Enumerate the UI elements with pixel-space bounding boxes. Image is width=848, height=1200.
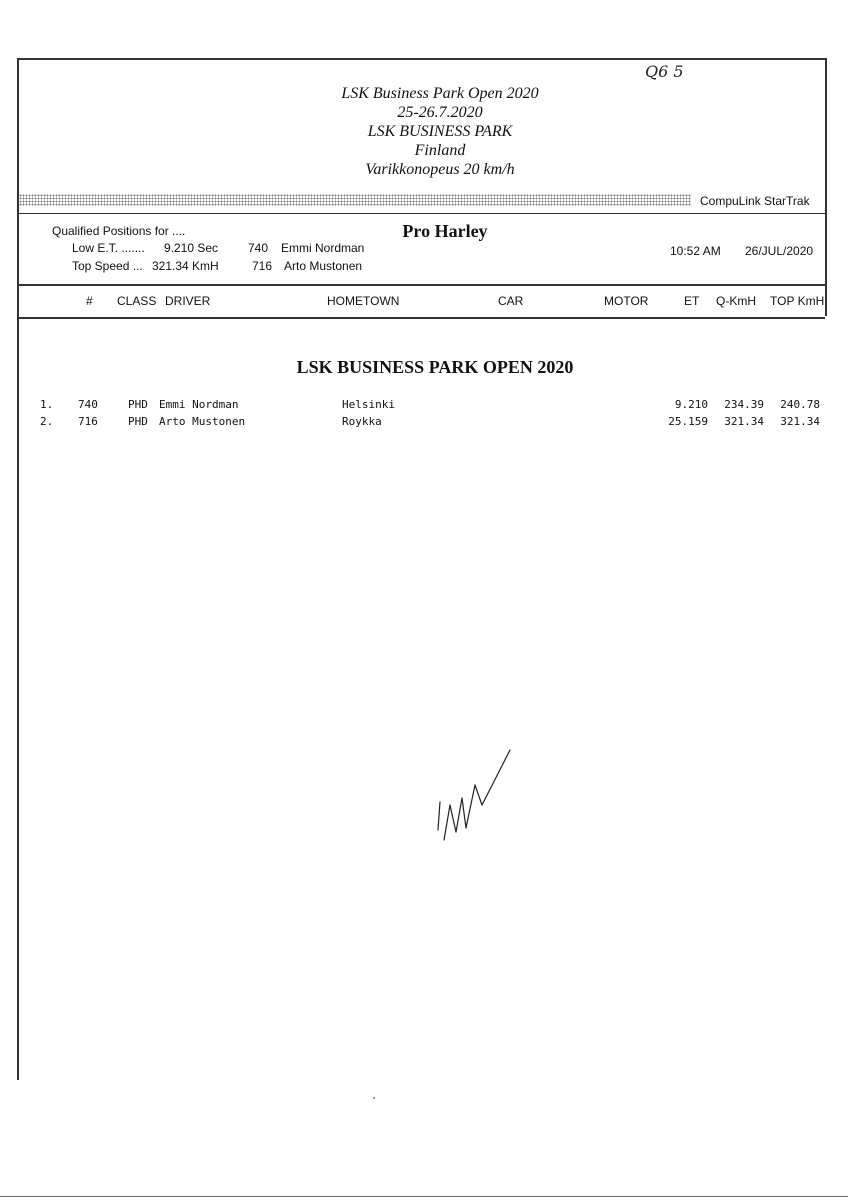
frame-top-rule xyxy=(17,58,827,60)
header-line-event: LSK Business Park Open 2020 xyxy=(341,85,539,102)
divider-upper xyxy=(19,213,825,214)
driver-name: Arto Mustonen xyxy=(159,415,246,428)
header-line-dates: 25-26.7.2020 xyxy=(397,104,483,121)
class-title: Pro Harley xyxy=(402,221,488,241)
signature-mark xyxy=(430,740,530,860)
handwritten-note: Q6 5 xyxy=(645,62,684,81)
top-speed-car: 716 xyxy=(252,259,273,273)
q-kmh: 234.39 xyxy=(724,398,764,411)
position: 2. xyxy=(40,415,54,428)
column-header-et: ET xyxy=(684,294,700,308)
top-kmh: 240.78 xyxy=(780,398,820,411)
hometown: Helsinki xyxy=(342,398,395,411)
divider-columns-bottom xyxy=(19,317,825,319)
low-et-label: Low E.T. ....... xyxy=(72,241,145,255)
report-time: 10:52 AM xyxy=(670,244,721,258)
elapsed-time: 25.159 xyxy=(668,415,708,428)
column-header-class: CLASS xyxy=(117,294,157,308)
event-header xyxy=(240,84,640,179)
elapsed-time: 9.210 xyxy=(674,398,708,411)
driver-name: Emmi Nordman xyxy=(159,398,239,411)
frame-left-rule xyxy=(17,58,19,1080)
divider-columns-top xyxy=(19,284,827,286)
frame-right-rule xyxy=(825,58,827,316)
column-header-hometown: HOMETOWN xyxy=(327,294,400,308)
table-row xyxy=(0,398,848,415)
results-event-title: LSK BUSINESS PARK OPEN 2020 xyxy=(296,357,574,377)
low-et-car: 740 xyxy=(248,241,269,255)
header-line-venue: LSK BUSINESS PARK xyxy=(367,123,513,140)
class-code: PHD xyxy=(128,398,148,411)
column-header-driver: DRIVER xyxy=(165,294,211,308)
column-header-motor: MOTOR xyxy=(604,294,649,308)
header-line-pit-speed: Varikkonopeus 20 km/h xyxy=(365,161,515,178)
column-header-q-kmh: Q-KmH xyxy=(716,294,756,308)
car-number: 740 xyxy=(78,398,98,411)
scan-bottom-edge xyxy=(0,1196,848,1197)
dotted-band xyxy=(19,194,691,206)
position: 1. xyxy=(40,398,54,411)
table-row xyxy=(0,415,848,432)
scan-speck xyxy=(373,1097,375,1099)
top-kmh: 321.34 xyxy=(780,415,820,428)
low-et-driver: Emmi Nordman xyxy=(281,241,365,255)
system-label: CompuLink StarTrak xyxy=(700,194,810,208)
hometown: Roykka xyxy=(342,415,382,428)
low-et-value: 9.210 Sec xyxy=(164,241,219,255)
header-line-country: Finland xyxy=(414,142,466,159)
top-speed-driver: Arto Mustonen xyxy=(284,259,363,273)
top-speed-value: 321.34 KmH xyxy=(152,259,219,273)
class-code: PHD xyxy=(128,415,148,428)
qualified-label: Qualified Positions for .... xyxy=(52,224,186,238)
column-header-number: # xyxy=(86,294,93,308)
top-speed-label: Top Speed ... xyxy=(72,259,143,273)
car-number: 716 xyxy=(78,415,98,428)
q-kmh: 321.34 xyxy=(724,415,764,428)
column-header-top-kmh: TOP KmH xyxy=(770,294,825,308)
report-date: 26/JUL/2020 xyxy=(745,244,814,258)
column-header-car: CAR xyxy=(498,294,524,308)
